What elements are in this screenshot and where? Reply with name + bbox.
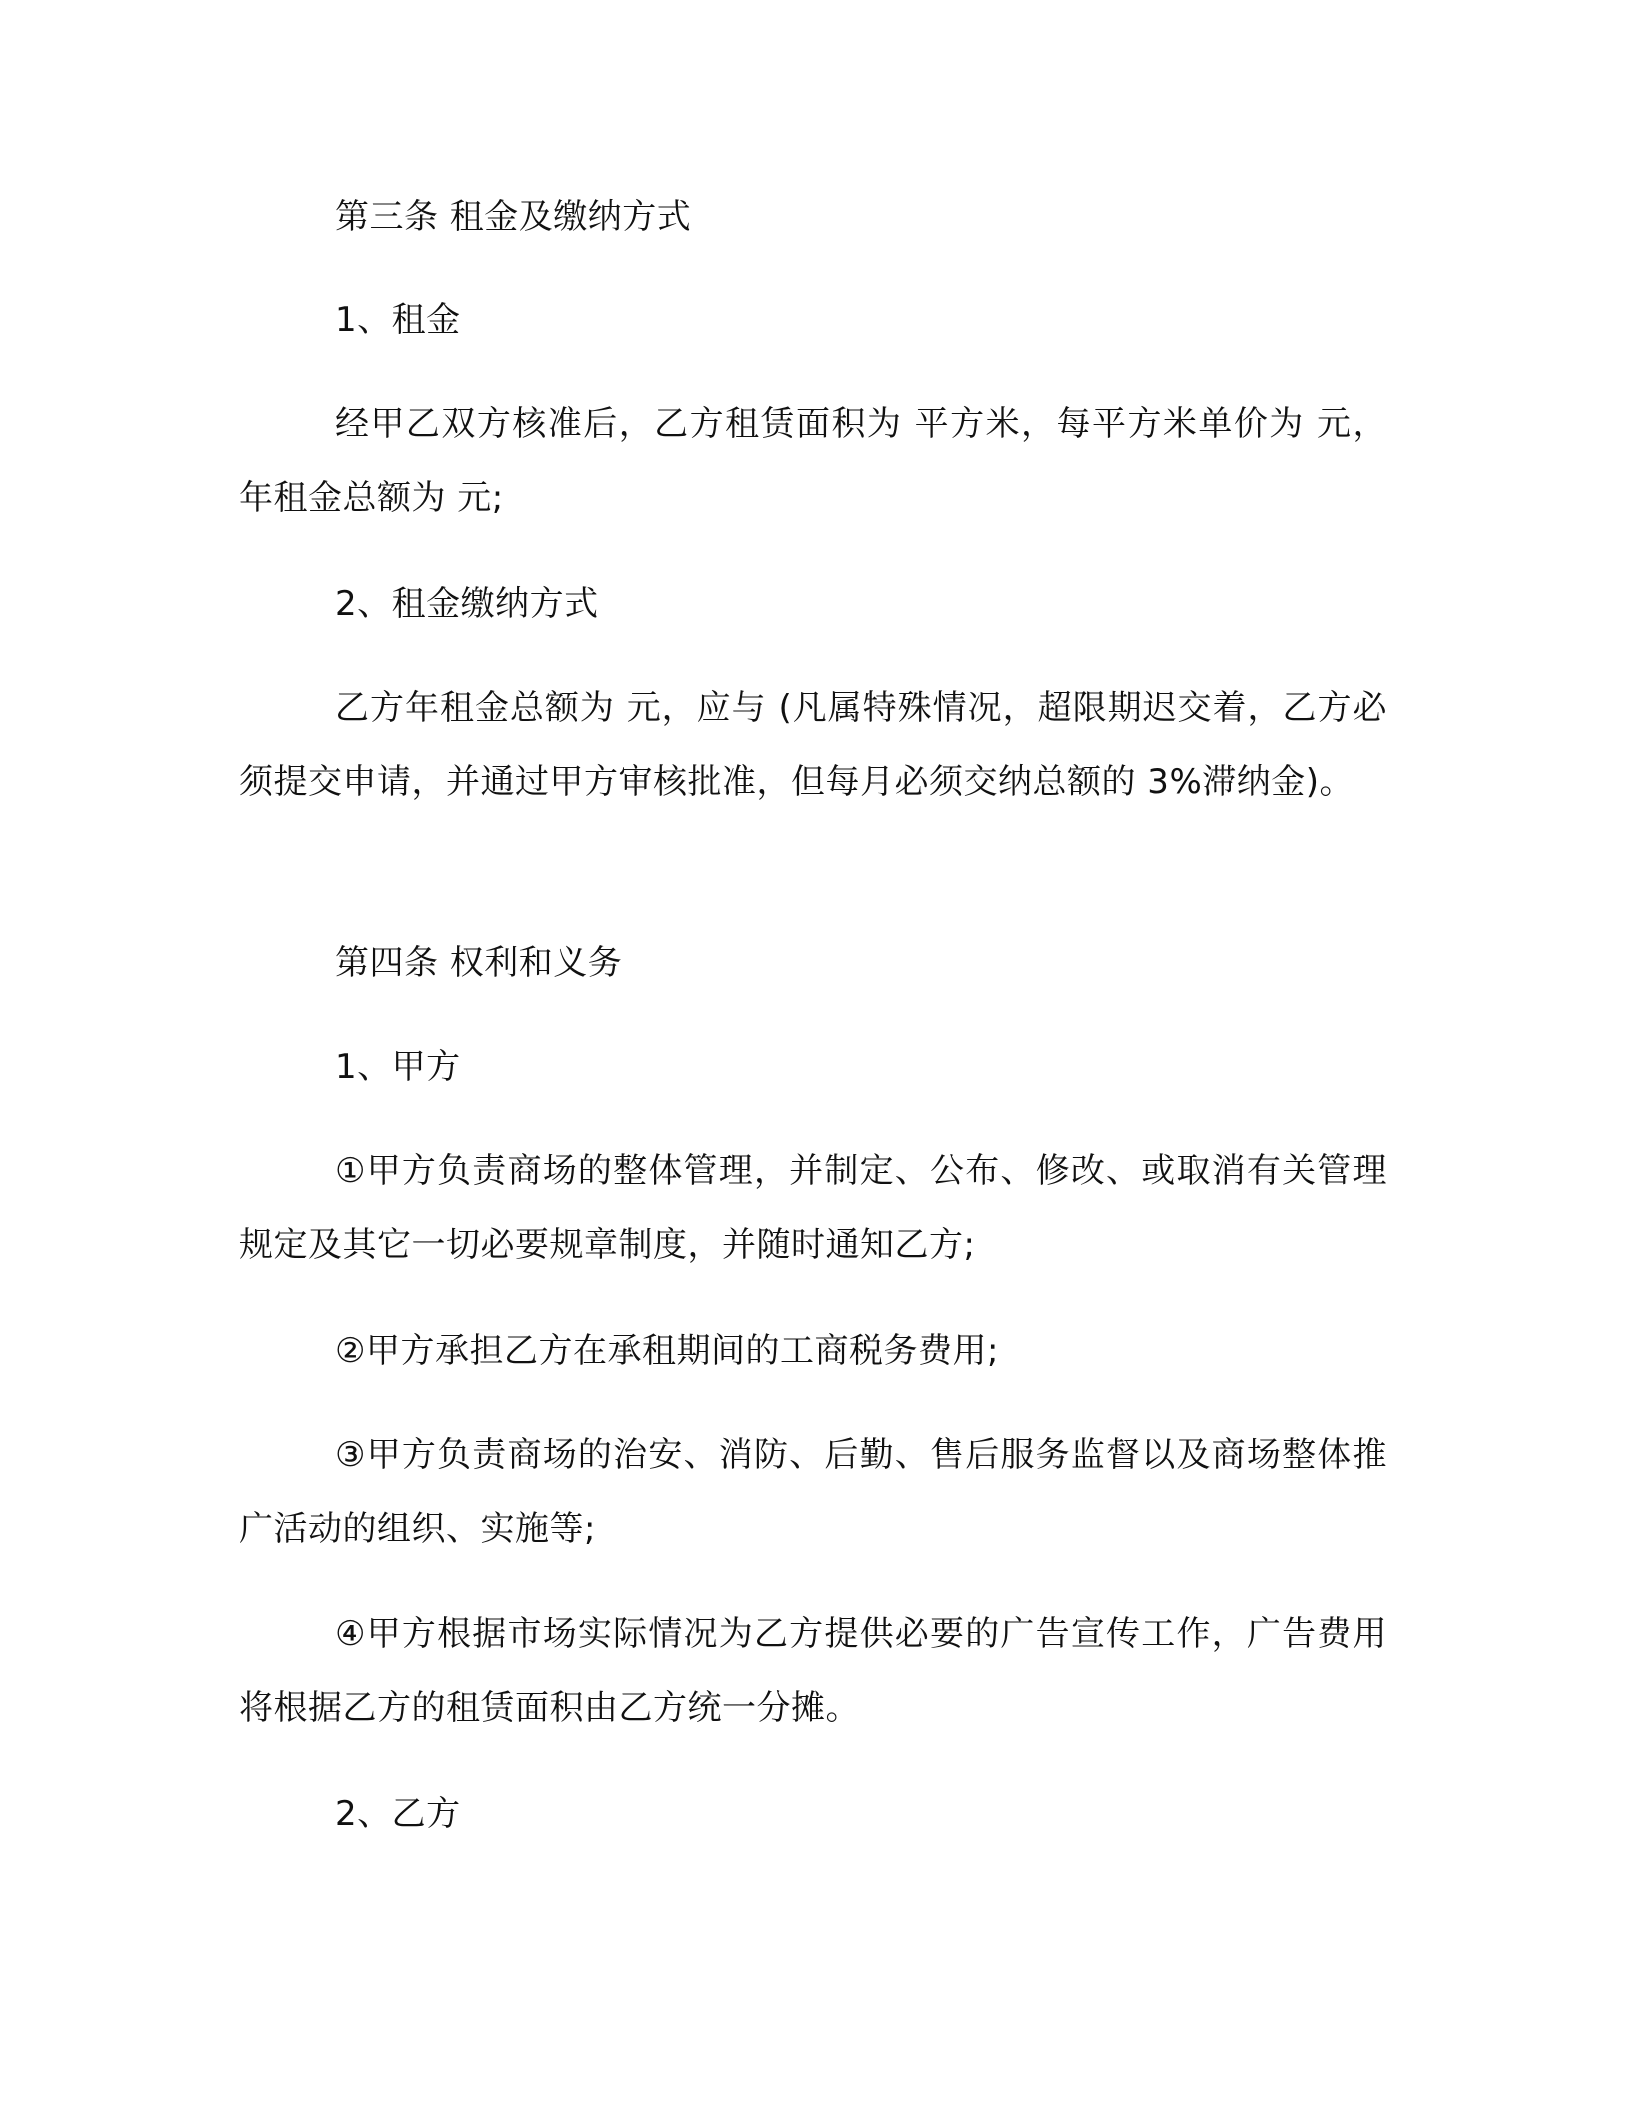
article-4-heading: 第四条 权利和义务 xyxy=(335,943,623,983)
payment-heading: 2、租金缴纳方式 xyxy=(335,584,599,624)
party-a-item-4: ④甲方根据市场实际情况为乙方提供必要的广告宣传工作，广告费用将根据乙方的租赁面积由乙方统一分摊。 xyxy=(239,1614,1387,1728)
article-3-heading: 第三条 租金及缴纳方式 xyxy=(335,197,692,237)
party-a-item-2: ②甲方承担乙方在承租期间的工商税务费用; xyxy=(335,1331,999,1371)
party-a-heading: 1、甲方 xyxy=(335,1047,461,1087)
party-a-item-3: ③甲方负责商场的治安、消防、后勤、售后服务监督以及商场整体推广活动的组织、实施等; xyxy=(239,1435,1387,1549)
party-b-heading: 2、乙方 xyxy=(335,1794,461,1834)
rent-body: 经甲乙双方核准后，乙方租赁面积为 平方米，每平方米单价为 元，年租金总额为 元; xyxy=(239,404,1387,518)
payment-body: 乙方年租金总额为 元，应与 (凡属特殊情况，超限期迟交着，乙方必须提交申请，并通过甲方审核批准，但每月必须交纳总额的 3%滞纳金)。 xyxy=(239,688,1387,802)
party-a-item-1: ①甲方负责商场的整体管理，并制定、公布、修改、或取消有关管理规定及其它一切必要规章制度，并随时通知乙方; xyxy=(239,1151,1387,1265)
rent-heading: 1、租金 xyxy=(335,300,461,340)
